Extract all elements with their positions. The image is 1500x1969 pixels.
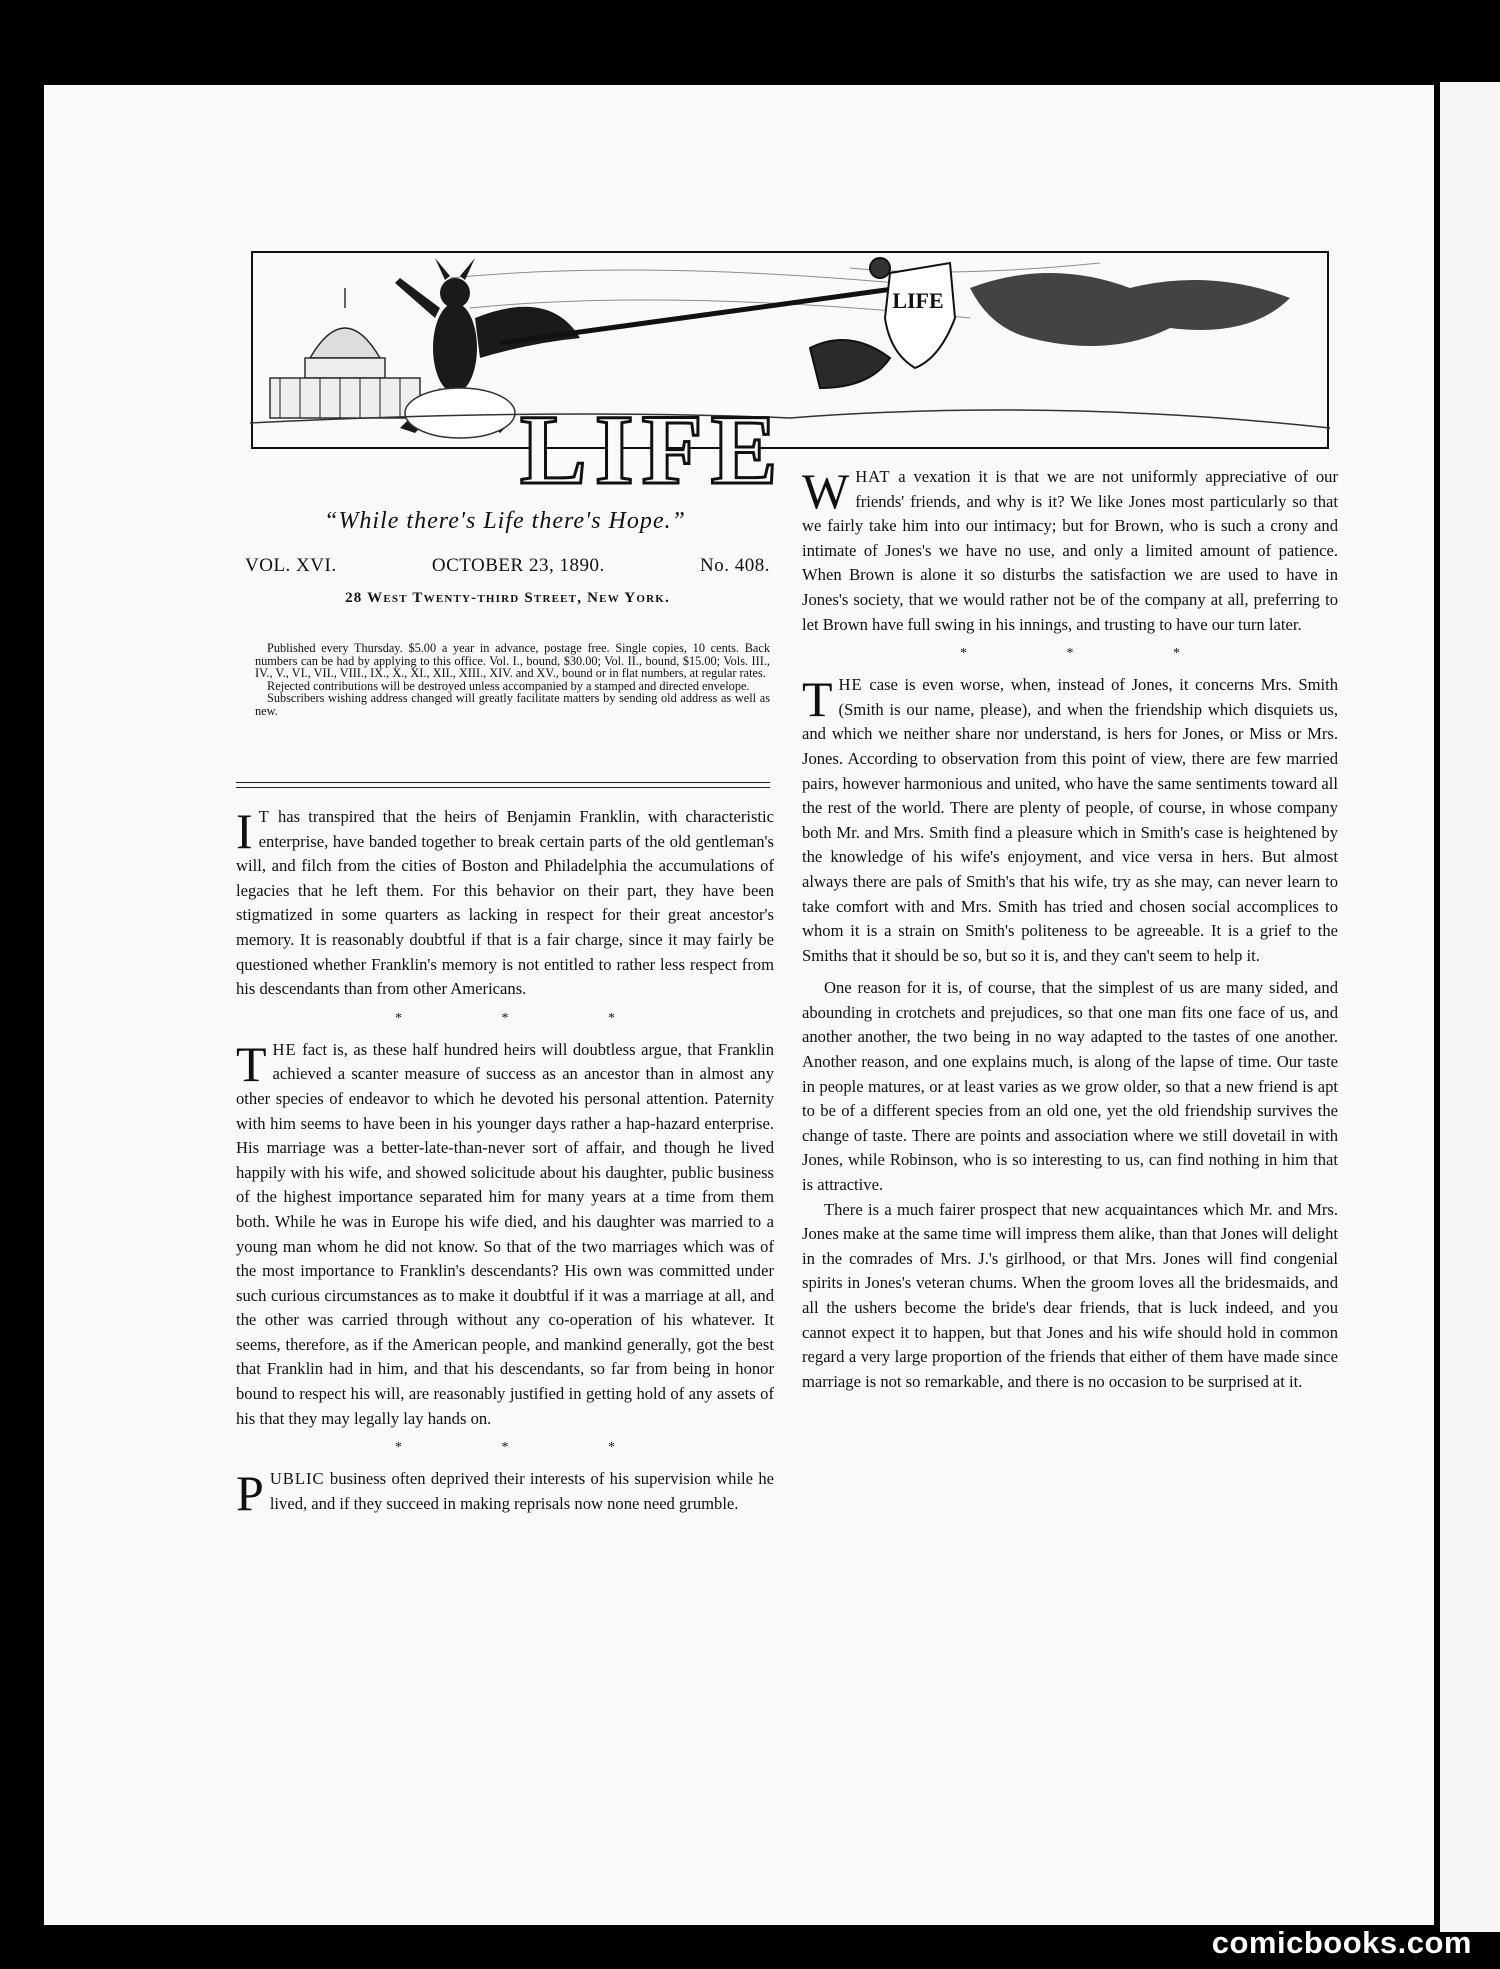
divider-rule [236, 787, 770, 788]
divider-rule [236, 782, 770, 783]
publisher-address: 28 West Twenty-third Street, New York. [345, 590, 670, 606]
drop-cap: I [236, 803, 253, 859]
motto: “While there's Life there's Hope.” [324, 508, 686, 534]
issue-date: OCTOBER 23, 1890. [431, 555, 605, 576]
drop-cap: T [236, 1035, 267, 1092]
issue-number: No. 408. [700, 555, 770, 576]
left-column [236, 803, 774, 1522]
volume-line [245, 555, 770, 577]
site-watermark: comicbooks.com [1211, 1925, 1472, 1960]
article-paragraph: THE fact is, as these half hundred heirs will doubtless argue, that Franklin achieved a scanter measure of success as an ancestor than in almost any other species of endeavor to which he devoted his personal attention. Paternity with him seems to have been in his younger days rather a hap-hazard enterprise. His marriage was a better-late-than-never sort of affair, and though he lived happily with his wife, and showed solicitude about his daughter, public business of the highest importance separated him for many years at a time from them both. While he was in Europe his wife died, and his daughter was married to a young man whom he did not know. So that of the two marriages which was of the most importance to Franklin's descendants? His own was committed under such curious circumstances as to make it doubtful if it was a marriage at all, and the other was carried through without any co-operation of his whatever. It seems, therefore, as if the American people, and mankind generally, got the best that Franklin had in him, and that his descendants, so far from being in honor bound to respect his will, are reasonably justified in getting hold of any assets of his that they may legally lay hands on. [236, 1035, 774, 1428]
article-paragraph: There is a much fairer prospect that new acquaintances which Mr. and Mrs. Jones make at the same time will impress them alike, than that Jones will delight in the comrades of Mrs. J.'s girlhood, or that Mrs. Jones will find congenial spirits in Jones's veteran chums. When the groom loves all the bridesmaids, and all the ushers become the bride's dear friends, that is luck indeed, and you cannot expect it to happen, but that Jones and his wife should hold in common regard a very large proportion of the friends that either of them have made since marriage is not so remarkable, and there is no occasion to be surprised at it. [802, 1199, 1338, 1391]
article-paragraph: I T has transpired that the heirs of Benjamin Franklin, with characteristic enterprise, have banded together to break certain parts of the old gentleman's will, and filch from the cities of Boston and Philadelphia the accumulations of legacies that he left them. For this behavior on their part, they have been stigmatized in some quarters as lacking in respect for their great ancestor's memory. It is reasonably doubtful if that is a fair charge, since it may fairly be questioned whether Franklin's memory is not entitled to rather less respect from his descendants than from other Americans. [236, 803, 774, 999]
subscription-notice: Published every Thursday. $5.00 a year in advance, postage free. Single copies, 10 cents. Back numbers can be had by applying to this office. Vol. I., bound, $30.00; Vol. II., bound, $15.00; Vols. III., IV., V., VI., VII., VIII., IX., X., XI., XII., XIII., XIV. and XV., bound or in flat numbers, at regular rates. [255, 641, 770, 680]
article-paragraph: PUBLIC business often deprived their interests of his supervision while he lived, and if they succeed in making reprisals now none need grumble. [236, 1465, 774, 1522]
section-separator: * * * [395, 1440, 663, 1456]
section-separator: * * * [960, 646, 1228, 662]
drop-cap: P [236, 1465, 264, 1522]
section-separator: * * * [395, 1010, 663, 1026]
volume-number: VOL. XVI. [245, 555, 337, 576]
address-change-notice: Subscribers wishing address changed will greatly facilitate matters by sending old address as well as new. [255, 691, 770, 718]
adjacent-page-edge [1440, 82, 1500, 1932]
drop-cap: T [802, 671, 833, 728]
publisher-notices [255, 642, 770, 717]
masthead-illustration [250, 248, 1330, 490]
rejected-contributions-notice: Rejected contributions will be destroyed unless accompanied by a stamped and directed envelope. [267, 678, 750, 693]
svg-text:LIFE: LIFE [520, 394, 786, 490]
drop-cap: W [802, 463, 850, 519]
svg-text:LIFE: LIFE [892, 288, 944, 313]
right-column [802, 465, 1338, 1394]
article-paragraph: THE case is even worse, when, instead of Jones, it concerns Mrs. Smith (Smith is our name, please), and when the friendship which disquiets us, and which we neither share nor understand, is hers for Jones, or Miss or Mrs. Jones. According to observation from this point of view, there are few married pairs, however harmonious and united, who have the same sentiments toward all the rest of the world. There are plenty of people, of course, in whose company both Mr. and Mrs. Smith find a pleasure which in Smith's case is heightened by the knowledge of his wife's enjoyment, and vice versa in hers. But almost always there are pals of Smith's that his wife, try as she may, can never learn to take comfort with and Mrs. Smith has tried and chosen social accomplices to whom it is a strain on Smith's politeness to be agreeable. It is a grief to the Smiths that it should be so, but so it is, and they can't seem to help it. [802, 671, 1338, 965]
article-paragraph: One reason for it is, of course, that the simplest of us are many sided, and abounding in crotchets and prejudices, so that one man fits one face of us, and another another, the two being in no way adapted to the tastes of one another. Another reason, and one explains much, is along of the lapse of time. Our taste in people matures, or at least varies as we grow older, so that a new friend is apt to be of a different species from an old one, yet the old friendship survives the change of taste. There are points and association where we still dovetail in with Jones, while Robinson, who is so interesting to us, can find nothing in him that is attractive. [802, 978, 1338, 1195]
article-paragraph: WHAT a vexation it is that we are not uniformly appreciative of our friends' friends, and why is it? We like Jones most particularly so that we fairly take him into our intimacy; but for Brown, who is such a crony and intimate of Jones's we have no use, and only a limited amount of patience. When Brown is alone it so disturbs the satisfaction we are used to have in Jones's society, that we would rather not be of the company at all, preferring to let Brown have full swing in his innings, and trusting to have our turn later. [802, 463, 1338, 634]
capitol-dome-drawing [270, 288, 420, 418]
life-title-lettering [520, 394, 785, 490]
smoke-cloud [970, 273, 1290, 346]
